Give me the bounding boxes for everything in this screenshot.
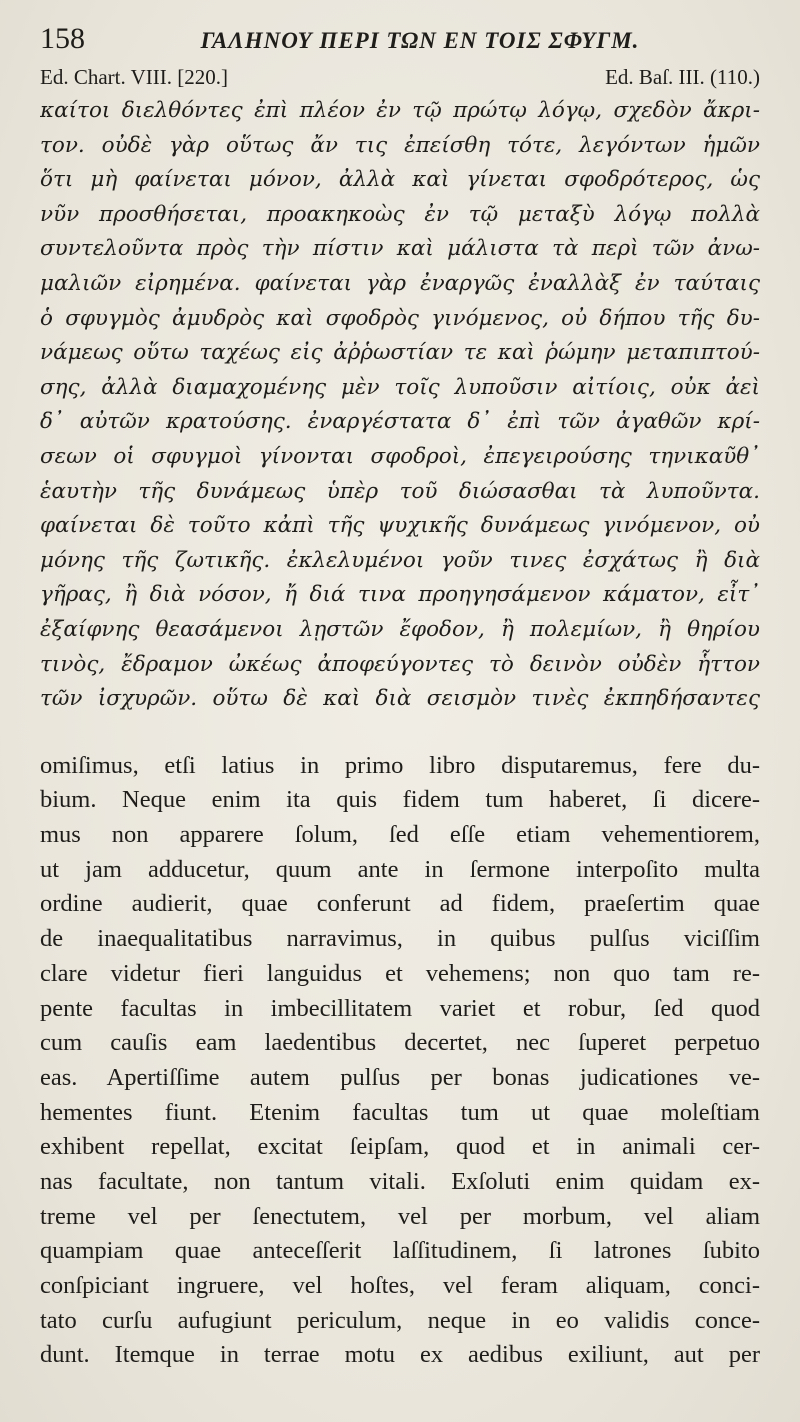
greek-line: νῦν προσθήσεται, προακηκοὼς ἐν τῷ μεταξὺ λόγῳ πολλὰ [40, 201, 760, 227]
greek-line: μόνης τῆς ζωτικῆς. ἐκλελυμένοι γοῦν τινες ἐσχάτως ἢ διὰ [40, 547, 760, 573]
latin-line: de inaequalitatibus narravimus, in quibus pulſus viciſſim [40, 925, 760, 953]
latin-line: ordine audierit, quae conferunt ad fidem, praeſertim quae [40, 890, 760, 918]
latin-line: bium. Neque enim ita quis fidem tum haberet, ſi dicere- [40, 786, 760, 814]
latin-line: hementes fiunt. Etenim facultas tum ut quae moleſtiam [40, 1098, 760, 1126]
greek-text-block [40, 94, 760, 717]
latin-line: pente facultas in imbecillitatem variet et robur, ſed quod [40, 994, 760, 1022]
latin-line: tato curſu aufugiunt periculum, neque in eo validis conce- [40, 1306, 760, 1334]
latin-line: eas. Apertiſſime autem pulſus per bonas judicationes ve- [40, 1063, 760, 1091]
latin-text-block [40, 749, 760, 1373]
greek-line: ἐξαίφνης θεασάμενοι λῃστῶν ἔφοδον, ἢ πολεμίων, ἢ θηρίου [40, 616, 760, 642]
greek-line: ὅτι μὴ φαίνεται μόνον, ἀλλὰ καὶ γίνεται σφοδρότερος, ὡς [40, 167, 760, 193]
greek-line: φαίνεται δὲ τοῦτο κἀπὶ τῆς ψυχικῆς δυνάμεως γινόμενον, οὐ [40, 513, 760, 539]
greek-line: σης, ἀλλὰ διαμαχομένης μὲν τοῖς λυποῦσιν αἰτίοις, οὐκ ἀεὶ [40, 374, 760, 400]
latin-line: conſpiciant ingruere, vel hoſtes, vel feram aliquam, conci- [40, 1272, 760, 1299]
greek-line: δ᾽ αὐτῶν κρατούσης. ἐναργέστατα δ᾽ ἐπὶ τῶν ἀγαθῶν κρί- [40, 409, 760, 435]
latin-line: mus non apparere ſolum, ſed eſſe etiam vehementiorem, [40, 821, 760, 849]
greek-line: καίτοι διελθόντες ἐπὶ πλέον ἐν τῷ πρώτῳ λόγῳ, σχεδὸν ἄκρι- [40, 98, 760, 123]
running-title: ΓΑΛΗΝΟΥ ΠΕΡΙ ΤΩΝ ΕΝ ΤΟΙΣ ΣΦΥΓΜ. [200, 28, 640, 53]
latin-line: treme vel per ſenectutem, vel per morbum, vel aliam [40, 1202, 760, 1230]
latin-line: quampiam quae anteceſſerit laſſitudinem, ſi latrones ſubito [40, 1237, 760, 1265]
edition-references [40, 62, 760, 92]
greek-line: τῶν ἰσχυρῶν. οὕτω δὲ καὶ διὰ σεισμὸν τινὲς ἐκπηδήσαντες [40, 686, 760, 712]
greek-line: συντελοῦντα πρὸς τὴν πίστιν καὶ μάλιστα τὰ περὶ τῶν ἀνω- [40, 236, 760, 262]
edition-chart-reference: Ed. Chart. VIII. [220.] [40, 65, 228, 89]
greek-line: ὁ σφυγμὸς ἀμυδρὸς καὶ σφοδρὸς γινόμενος, οὐ δήπου τῆς δυ- [40, 305, 760, 331]
edition-basel-reference: Ed. Baſ. III. (110.) [605, 65, 760, 89]
greek-line: γῆρας, ἢ διὰ νόσον, ἤ διά τινα προηγησάμενον κάματον, εἶτ᾽ [40, 582, 760, 608]
latin-line: exhibent repellat, excitat ſeipſam, quod et in animali cer- [40, 1133, 760, 1161]
greek-line: τον. οὐδὲ γὰρ οὕτως ἄν τις ἐπείσθη τότε, λεγόντων ἡμῶν [40, 132, 760, 158]
latin-line: dunt. Itemque in terrae motu ex aedibus exiliunt, aut per [40, 1341, 760, 1369]
running-head [40, 22, 760, 62]
bleed-through-gap [40, 717, 760, 745]
latin-line: omiſimus, etſi latius in primo libro disputaremus, fere du- [40, 751, 760, 779]
latin-line: ut jam adducetur, quum ante in ſermone interpoſito multa [40, 855, 760, 883]
latin-line: nas facultate, non tantum vitali. Exſoluti enim quidam ex- [40, 1167, 760, 1195]
page-number: 158 [40, 22, 85, 55]
greek-line: νάμεως οὕτω ταχέως εἰς ἀῤῥωστίαν τε καὶ ῥώμην μεταπιπτού- [40, 340, 760, 366]
greek-line: τινὸς, ἔδραμον ὠκέως ἀποφεύγοντες τὸ δεινὸν οὐδὲν ἧττον [40, 651, 760, 677]
greek-line: σεων οἱ σφυγμοὶ γίνονται σφοδροὶ, ἐπεγειρούσης τηνικαῦθ᾽ [40, 443, 760, 469]
greek-line: μαλιῶν εἰρημένα. φαίνεται γὰρ ἐναργῶς ἐναλλὰξ ἐν ταύταις [40, 270, 760, 296]
latin-line: clare videtur fieri languidus et vehemens; non quo tam re- [40, 959, 760, 987]
latin-line: cum cauſis eam laedentibus decertet, nec ſuperet perpetuo [40, 1029, 760, 1057]
greek-line: ἑαυτὴν τῆς δυνάμεως ὑπὲρ τοῦ διώσασθαι τὰ λυποῦντα. [40, 478, 760, 504]
